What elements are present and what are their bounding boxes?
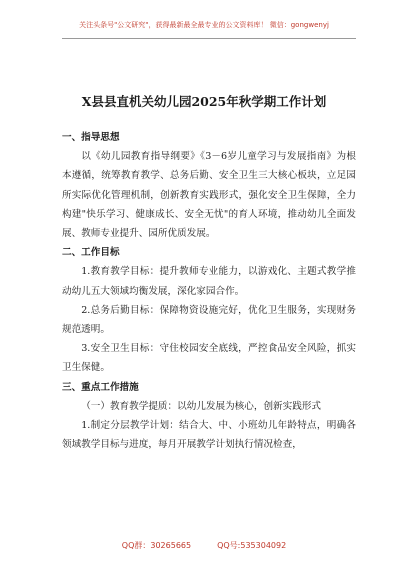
header-divider	[62, 38, 356, 39]
header-banner: 关注头条号"公文研究"，获得最新最全最专业的公文资料库！ 微信：gongwenyj	[79, 21, 329, 29]
section-heading-work-goals: 二、工作目标	[62, 247, 120, 259]
goal-item-safety: 3.安全卫生目标：守住校园安全底线，严控食品安全风险，抓实卫生保健。	[62, 343, 356, 374]
measure-subheading: （一）教育教学提质：以幼儿发展为核心，创新实践形式	[81, 400, 322, 412]
section-heading-key-measures: 三、重点工作措施	[62, 381, 139, 393]
section-heading-guiding-ideology: 一、指导思想	[62, 132, 120, 143]
measure-item: 1.制定分层教学计划：结合大、中、小班幼儿年龄特点，明确各领域教学目标与进度，每月开展教学计划执行情况检查，	[62, 420, 356, 451]
footer-qq-number: QQ号:535304092	[217, 541, 287, 550]
document-title: X县县直机关幼儿园2025年秋学期工作计划	[81, 94, 327, 109]
footer-qq-group: QQ群：30265665	[121, 541, 192, 550]
section-paragraph: 以《幼儿园教育指导纲要》《3－6岁儿童学习与发展指南》为根本遵循，统筹教育教学、总务后勤、安全卫生三大核心板块，立足园所实际优化管理机制，创新教育实践形式，强化安全卫生保障，全力构建"快乐学习、健康成长、安全无忧"的育人环境，推动幼儿全面发展、教师专业提升、园所优质发展。	[62, 151, 356, 240]
footer-contact	[0, 540, 408, 551]
goal-item-teaching: 1.教育教学目标：提升教师专业能力，以游戏化、主题式教学推动幼儿五大领域均衡发展，深化家园合作。	[62, 266, 356, 297]
document-body	[62, 128, 356, 454]
goal-item-logistics: 2.总务后勤目标：保障物资设施完好，优化卫生服务，实现财务规范透明。	[62, 304, 356, 336]
